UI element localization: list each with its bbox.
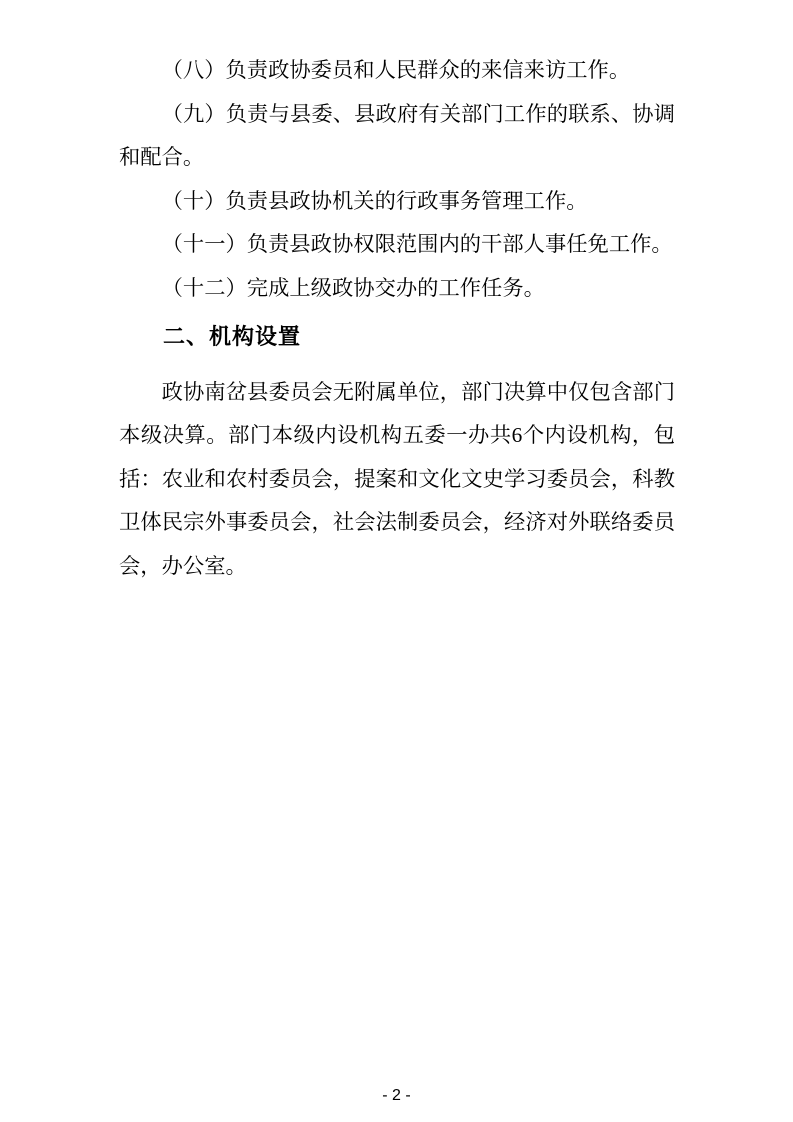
list-item-9-line-2: 和配合。 (119, 145, 205, 169)
section-heading: 二、机构设置 (163, 324, 302, 349)
document-body (119, 49, 675, 588)
list-item-10: （十）负责县政协机关的行政事务管理工作。 (161, 188, 588, 213)
list-item-12: （十二）完成上级政协交办的工作任务。 (161, 275, 545, 300)
paragraph-line-3: 括：农业和农村委员会，提案和文化文史学习委员会，科教 (119, 466, 675, 491)
list-item-8: （八）负责政协委员和人民群众的来信来访工作。 (161, 58, 631, 82)
list-item-11: （十一）负责县政协权限范围内的干部人事任免工作。 (161, 232, 673, 256)
paragraph-line-4: 卫体民宗外事委员会，社会法制委员会，经济对外联络委员 (119, 510, 675, 534)
list-item-9-line-1: （九）负责与县委、县政府有关部门工作的联系、协调 (161, 101, 675, 126)
paragraph-line-1: 政协南岔县委员会无附属单位，部门决算中仅包含部门 (161, 379, 675, 404)
paragraph-line-2: 本级决算。部门本级内设机构五委一办共6个内设机构，包 (119, 423, 675, 447)
page-number: - 2 - (382, 1087, 411, 1104)
paragraph-line-5: 会，办公室。 (119, 553, 247, 578)
